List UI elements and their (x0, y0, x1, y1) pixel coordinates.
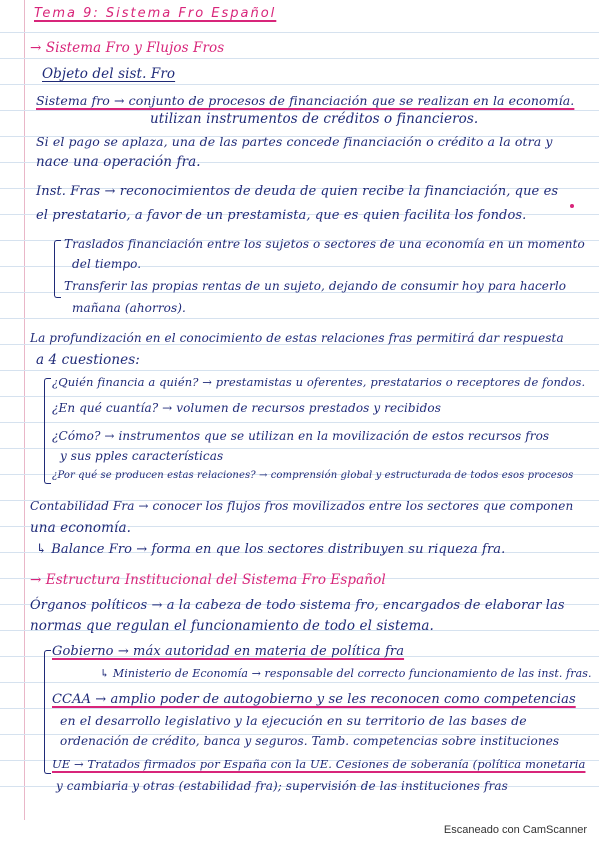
question-how-much: ¿En qué cuantía? → volumen de recursos prestados y recibidos (52, 401, 442, 415)
note-line: mañana (ahorros). (72, 301, 186, 315)
note-line: en el desarrollo legislativo y la ejecución en su territorio de las bases de (60, 713, 527, 728)
section-heading: → Estructura Institucional del Sistema Fro Español (30, 572, 386, 588)
term-sistema-fro: Sistema fro → conjunto de procesos de financiación que se realizan en la economía. (36, 93, 575, 108)
brace (44, 378, 51, 484)
note-line (52, 756, 585, 772)
pink-dot (570, 204, 574, 208)
ruled-line (0, 84, 599, 85)
question-who: ¿Quién financia a quién? → prestamistas u oferentes, prestatarios o receptores de fondos. (52, 375, 586, 389)
note-line: y sus pples características (60, 449, 224, 463)
note-line: Órganos políticos → a la cabeza de todo sistema fro, encargados de elaborar las (30, 598, 565, 613)
note-line: del tiempo. (72, 257, 142, 271)
gobierno-line: Gobierno → máx autoridad en materia de política fra (52, 644, 405, 659)
note-line (52, 644, 404, 660)
note-line: el prestatario, a favor de un prestamista, que es quien facilita los fondos. (36, 208, 527, 223)
ruled-line (0, 396, 599, 397)
note-line: nace una operación fra. (36, 154, 201, 170)
note-line: normas que regulan el funcionamiento de todo el sistema. (30, 618, 434, 634)
note-line: Traslados financiación entre los sujetos o sectores de una economía en un momento (64, 237, 585, 251)
note-line (36, 93, 574, 109)
section-heading: → Sistema Fro y Flujos Fros (30, 40, 225, 56)
note-line: Si el pago se aplaza, una de las partes concede financiación o crédito a la otra y (36, 134, 553, 149)
ruled-line (0, 32, 599, 33)
note-line: Inst. Fras → reconocimientos de deuda de quien recibe la financiación, que es (36, 184, 559, 199)
ruled-line (0, 682, 599, 683)
note-line: ordenación de crédito, banca y seguros. Tamb. competencias sobre instituciones (60, 734, 560, 748)
note-line: una economía. (30, 520, 131, 536)
brace (44, 650, 51, 774)
question-how: ¿Cómo? → instrumentos que se utilizan en la movilización de estos recursos fros (52, 429, 550, 443)
note-line: a 4 cuestiones: (36, 352, 140, 368)
note-line: y cambiaria y otras (estabilidad fra); supervisión de las instituciones fras (56, 779, 508, 793)
note-line: Contabilidad Fra → conocer los flujos fros movilizados entre los sectores que componen (30, 499, 574, 513)
note-line: ↳ Balance Fro → forma en que los sectores distribuyen su riqueza fra. (36, 542, 506, 557)
note-line (52, 692, 576, 708)
ruled-line (0, 318, 599, 319)
note-line: Transferir las propias rentas de un sujeto, dejando de consumir hoy para hacerlo (64, 279, 567, 293)
ue-line: UE → Tratados firmados por España con la UE. Cesiones de soberanía (política monetaria (52, 757, 586, 771)
subheading: Objeto del sist. Fro (42, 66, 176, 82)
ccaa-line: CCAA → amplio poder de autogobierno y se les reconocen como competencias (52, 692, 576, 707)
note-line: La profundización en el conocimiento de estas relaciones fras permitirá dar respuesta (30, 331, 564, 345)
question-why: ¿Por qué se producen estas relaciones? → comprensión global y estructurada de todos esos procesos (52, 470, 574, 481)
ruled-line (0, 708, 599, 709)
margin-line (24, 0, 25, 820)
note-line: utilizan instrumentos de créditos o financieros. (150, 111, 479, 127)
scanner-watermark: Escaneado con CamScanner (443, 824, 587, 836)
page-title: Tema 9: Sistema Fro Español (34, 6, 277, 21)
ruled-line (0, 370, 599, 371)
note-line: ↳ Ministerio de Economía → responsable del correcto funcionamiento de las inst. fras. (100, 667, 592, 680)
ruled-line (0, 422, 599, 423)
ruled-line (0, 58, 599, 59)
brace (54, 240, 61, 298)
